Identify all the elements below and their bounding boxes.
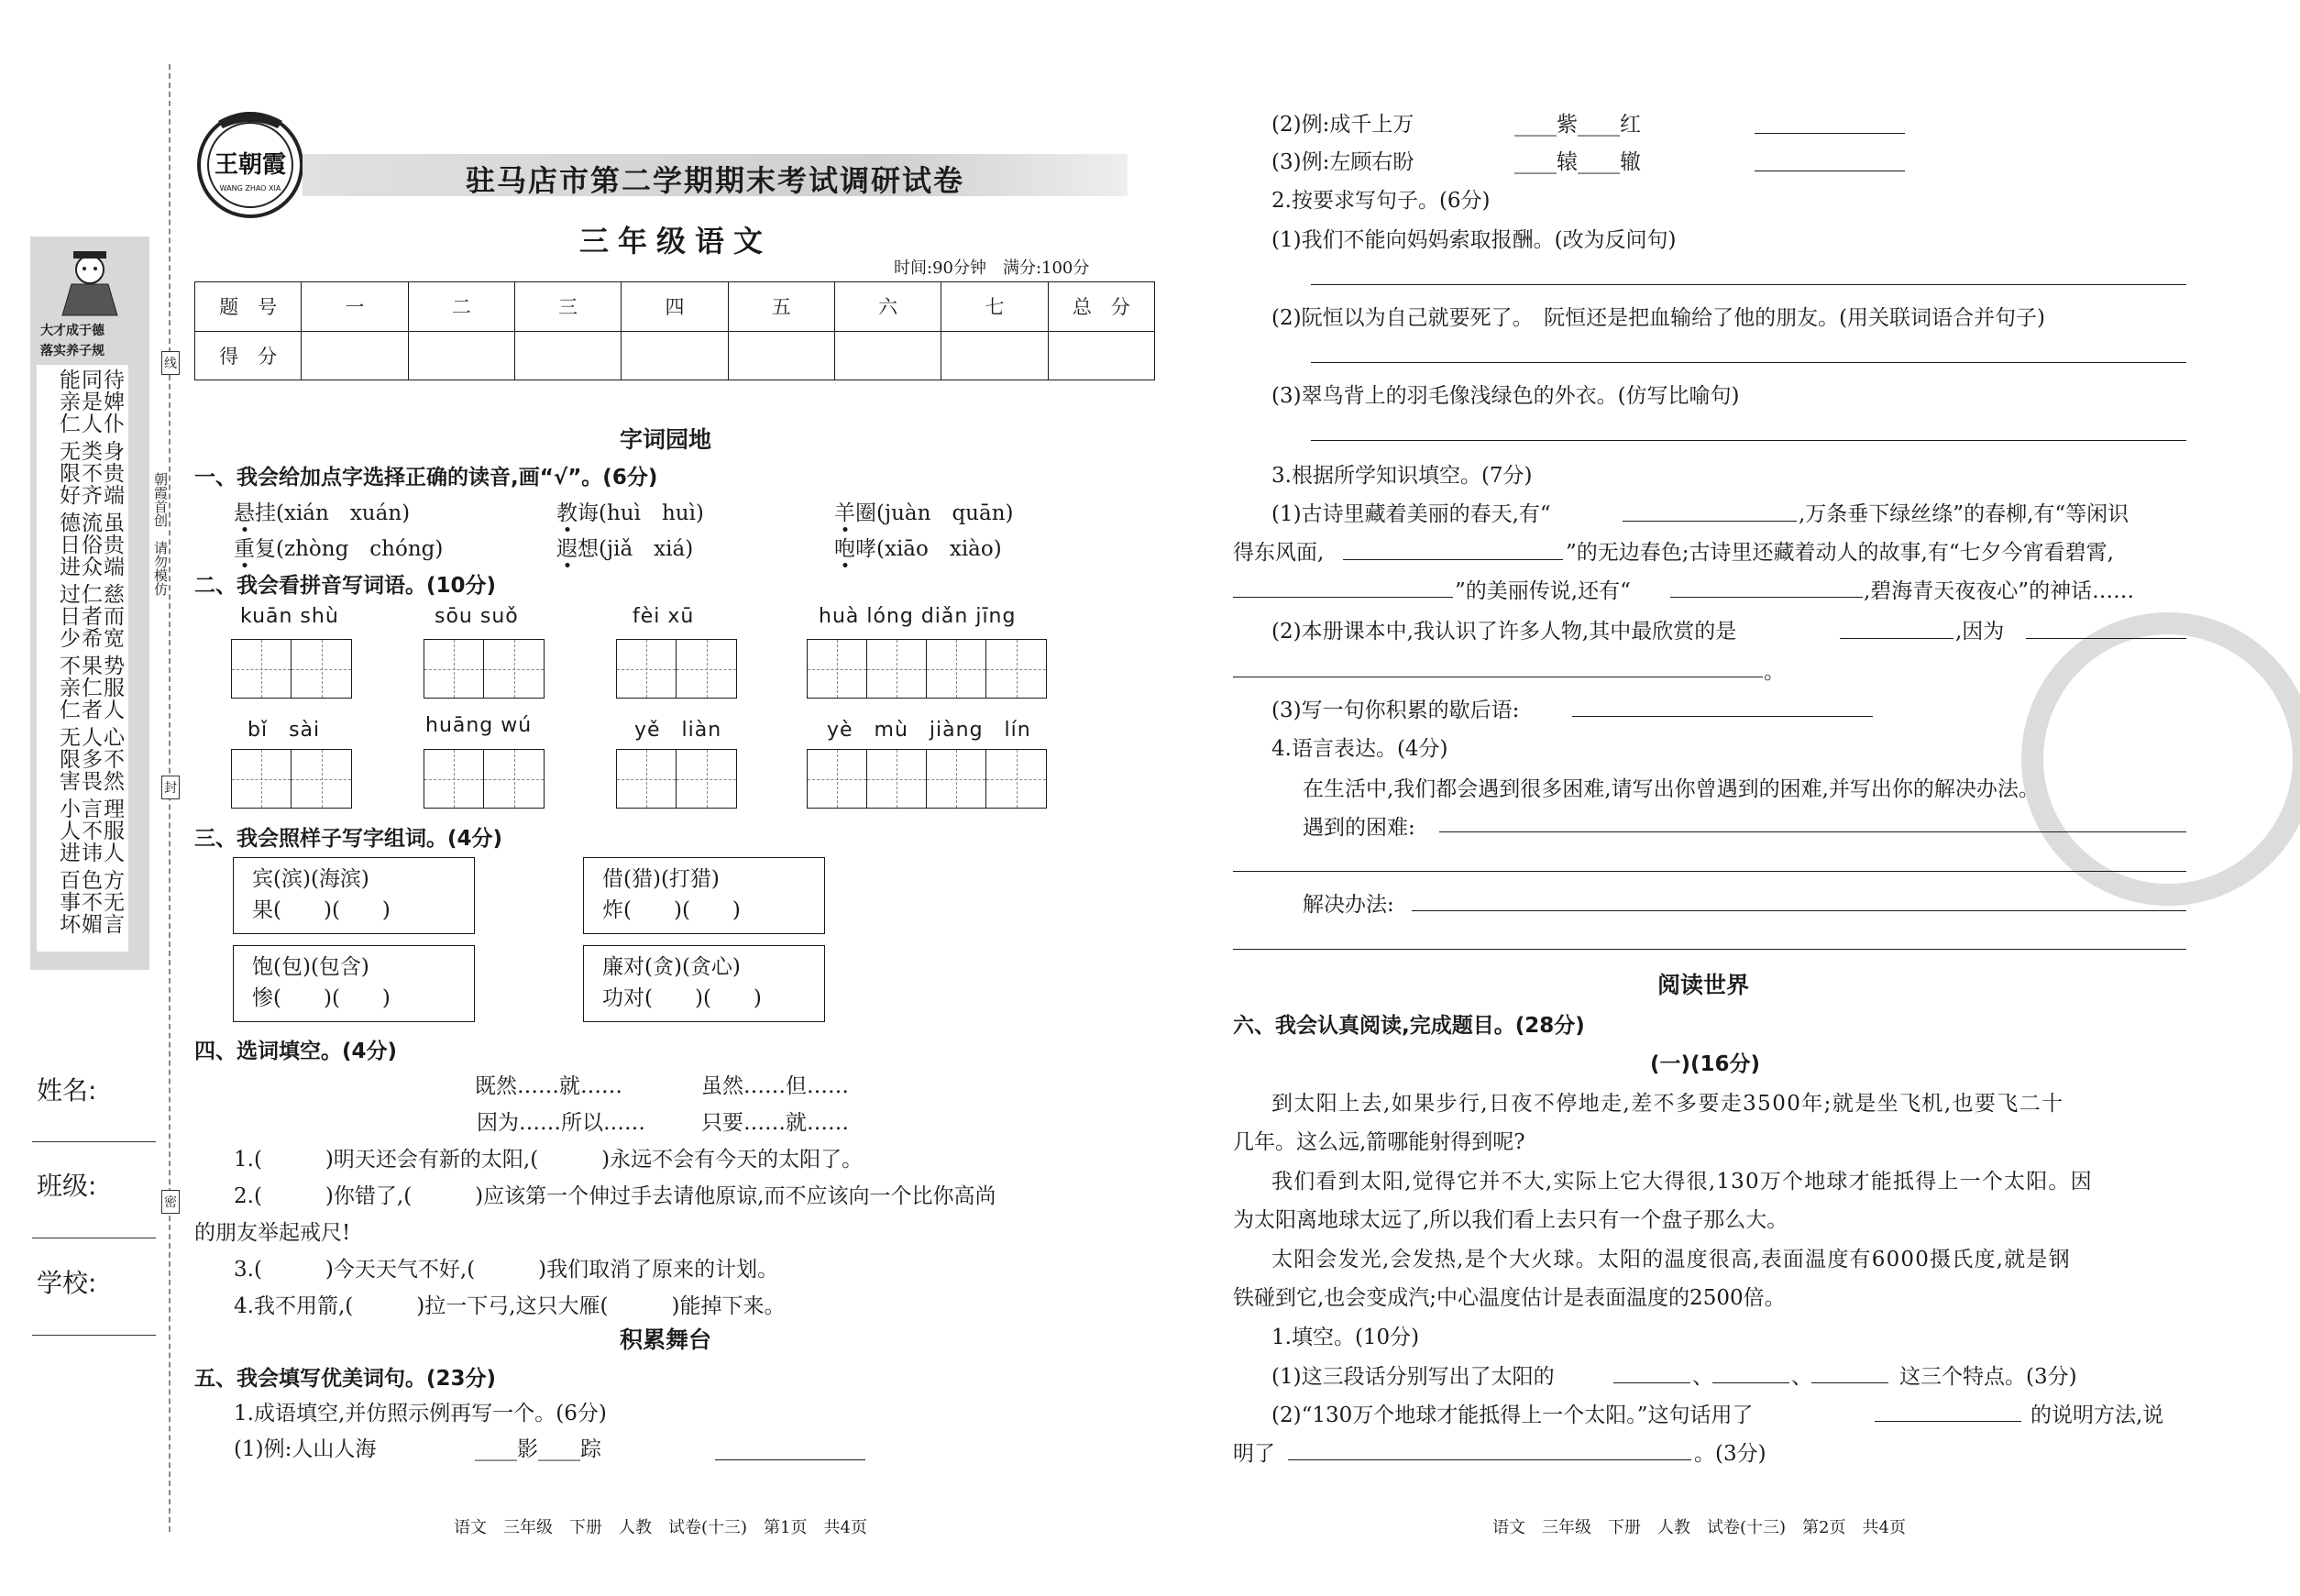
q5-sub: 3.根据所学知识填空。(7分) bbox=[1271, 464, 1533, 488]
reading-q: 。(3分) bbox=[1694, 1442, 1766, 1466]
time-info: 时间:90分钟 满分:100分 bbox=[894, 259, 1090, 278]
q4-title: 四、选词填空。(4分) bbox=[194, 1040, 398, 1063]
passage-line: 几年。这么远,箭哪能射得到呢? bbox=[1233, 1130, 1525, 1154]
proverb-text: 德日进 bbox=[56, 512, 80, 578]
passage-line: 为太阳离地球太远了,所以我们看上去只有一个盘子那么大。 bbox=[1233, 1208, 1788, 1232]
name-label: 姓名: bbox=[37, 1075, 97, 1106]
score-head: 三 bbox=[514, 282, 621, 332]
reading-q: 、 bbox=[1791, 1365, 1812, 1389]
box-example: 宾(滨)(海滨) bbox=[252, 867, 369, 891]
idiom-fill[interactable]: ____辕____辙 bbox=[1514, 150, 1641, 174]
proverb-text: 无限害 bbox=[56, 726, 80, 792]
sentence-task: (2)阮恒以为自己就要死了。 阮恒还是把血输给了他的朋友。(用关联词语合并句子) bbox=[1271, 306, 2046, 330]
q1-item[interactable] bbox=[234, 496, 410, 526]
fill-text: ”的美丽传说,还有“ bbox=[1455, 579, 1631, 603]
answer-line[interactable] bbox=[1311, 362, 2186, 363]
score-cell[interactable] bbox=[302, 331, 408, 380]
reading-q: 、 bbox=[1692, 1365, 1713, 1389]
writing-grid[interactable] bbox=[616, 749, 737, 809]
class-label: 班级: bbox=[37, 1171, 97, 1201]
proverb-text: 方无言 bbox=[100, 869, 124, 935]
fold-note: 朝霞首创 请勿模仿 bbox=[152, 472, 169, 596]
idiom-fill[interactable]: ____影____踪 bbox=[475, 1437, 601, 1461]
q4-item: 的朋友举起戒尺! bbox=[194, 1221, 351, 1245]
q4-item[interactable]: 2.( )你错了,( )应该第一个伸过手去请他原谅,而不应该向一个比你高尚 bbox=[234, 1184, 996, 1208]
proverb-text: 心不然 bbox=[100, 726, 124, 792]
answer-line[interactable] bbox=[1311, 284, 2186, 285]
reading-q: (2)“130万个地球才能抵得上一个太阳。”这句话用了 bbox=[1271, 1403, 1754, 1427]
difficulty-label: 遇到的困难: bbox=[1303, 816, 1415, 840]
answer-line[interactable] bbox=[2026, 638, 2186, 639]
fill-text: 。 bbox=[1764, 660, 1785, 684]
score-head: 七 bbox=[941, 282, 1048, 332]
fill-text: (1)古诗里藏着美丽的春天,有“ bbox=[1271, 502, 1551, 526]
proverb-text: 色不媚 bbox=[78, 869, 102, 935]
q4-item[interactable]: 1.( )明天还会有新的太阳,( )永远不会有今天的太阳了。 bbox=[234, 1148, 864, 1172]
score-head: 四 bbox=[622, 282, 728, 332]
proverb-text: 势服人 bbox=[100, 655, 124, 721]
fill-text: (3)写一句你积累的歇后语: bbox=[1271, 699, 1520, 722]
box-example: 廉对(贪)(贪心) bbox=[602, 955, 741, 979]
pinyin-label: huà lóng diǎn jīng bbox=[819, 605, 1017, 628]
proverb-text: 人多畏 bbox=[78, 726, 102, 792]
fold-char: 线 bbox=[161, 351, 180, 375]
writing-grid[interactable] bbox=[807, 749, 1047, 809]
sidebar-motto: 落实养子规 bbox=[40, 344, 105, 358]
proverb-text: 慈而宽 bbox=[100, 583, 124, 649]
score-head: 五 bbox=[728, 282, 834, 332]
answer-line[interactable] bbox=[1233, 949, 2186, 950]
score-head: 题 号 bbox=[195, 282, 302, 332]
q1-item-text: 诲(huì huì) bbox=[578, 501, 704, 525]
proverb-text: 同是人 bbox=[78, 369, 102, 435]
answer-line[interactable] bbox=[715, 1459, 865, 1460]
writing-grid[interactable] bbox=[424, 639, 545, 699]
proverb-text: 理服人 bbox=[100, 798, 124, 864]
q1-item-text: 复(zhòng chóng) bbox=[255, 537, 444, 561]
q4-option: 虽然……但…… bbox=[701, 1074, 849, 1098]
seal-watermark bbox=[2021, 612, 2300, 906]
q2-title: 二、我会看拼音写词语。(10分) bbox=[194, 574, 497, 598]
svg-text:WANG ZHAO XIA: WANG ZHAO XIA bbox=[219, 184, 281, 193]
fill-text: ”的无边春色;古诗里还藏着动人的故事,有“七夕今宵看碧霄, bbox=[1566, 541, 2114, 565]
footer-left: 语文 三年级 下册 人教 试卷(十三) 第1页 共4页 bbox=[454, 1518, 867, 1537]
sidebar-motto: 大才成于德 bbox=[40, 324, 105, 338]
score-head: 六 bbox=[834, 282, 941, 332]
section-heading: 字词园地 bbox=[620, 426, 712, 453]
score-cell[interactable] bbox=[514, 331, 621, 380]
box-example: 饱(包)(包含) bbox=[252, 955, 369, 979]
q4-option: 既然……就…… bbox=[475, 1074, 622, 1098]
passage-line: 我们看到太阳,觉得它并不大,实际上它大得很,130万个地球才能抵得上一个太阳。因 bbox=[1271, 1170, 2093, 1194]
writing-grid[interactable] bbox=[616, 639, 737, 699]
answer-line[interactable] bbox=[1412, 910, 2186, 911]
answer-line[interactable] bbox=[1840, 638, 1953, 639]
solution-label: 解决办法: bbox=[1303, 893, 1394, 917]
q1-item-text: 想(jiǎ xiá) bbox=[578, 537, 694, 561]
idiom-fill[interactable]: ____紫____红 bbox=[1514, 113, 1641, 137]
school-line bbox=[32, 1335, 156, 1336]
reading-q: 1.填空。(10分) bbox=[1271, 1326, 1420, 1349]
answer-line[interactable] bbox=[1811, 1382, 1888, 1383]
sentence-task: (1)我们不能向妈妈索取报酬。(改为反问句) bbox=[1271, 228, 1677, 252]
word-box[interactable] bbox=[233, 857, 475, 934]
answer-line[interactable] bbox=[1233, 597, 1453, 598]
dot-char: 教 bbox=[556, 501, 578, 525]
pinyin-label: yě liàn bbox=[634, 719, 722, 742]
pinyin-label: sōu suǒ bbox=[435, 605, 519, 628]
logo bbox=[191, 103, 310, 222]
reading-part: (一)(16分) bbox=[1650, 1052, 1761, 1076]
reading-q: (1)这三段话分别写出了太阳的 bbox=[1271, 1365, 1555, 1389]
box-task: 炸( )( ) bbox=[602, 898, 741, 922]
mascot-icon bbox=[53, 244, 127, 319]
q1-item[interactable] bbox=[556, 496, 704, 526]
q5-sub: 4.语言表达。(4分) bbox=[1271, 737, 1448, 761]
passage-line: 到太阳上去,如果步行,日夜不停地走,差不多要走3500年;就是坐飞机,也要飞二十 bbox=[1271, 1092, 2064, 1116]
score-cell[interactable] bbox=[408, 331, 514, 380]
section-heading: 积累舞台 bbox=[620, 1326, 712, 1353]
proverb-text: 能亲仁 bbox=[56, 369, 80, 435]
answer-line[interactable] bbox=[1439, 831, 2186, 832]
exam-subtitle: 三年级语文 bbox=[578, 224, 772, 259]
exam-title: 驻马店市第二学期期末考试调研试卷 bbox=[465, 163, 964, 198]
score-cell[interactable] bbox=[728, 331, 834, 380]
proverb-text: 身贵端 bbox=[100, 440, 124, 506]
proverb-text: 待婢仆 bbox=[100, 369, 124, 435]
score-cell[interactable] bbox=[834, 331, 941, 380]
passage-line: 铁碰到它,也会变成汽;中心温度估计是表面温度的2500倍。 bbox=[1233, 1286, 1786, 1310]
box-task: 果( )( ) bbox=[252, 898, 391, 922]
q5-sub: 1.成语填空,并仿照示例再写一个。(6分) bbox=[234, 1402, 607, 1425]
answer-line[interactable] bbox=[1712, 1382, 1789, 1383]
answer-line[interactable] bbox=[1613, 1382, 1690, 1383]
proverb-text: 仁者希 bbox=[78, 583, 102, 649]
fill-text: ,因为 bbox=[1955, 620, 2005, 644]
proverb-text: 果仁者 bbox=[78, 655, 102, 721]
reading-q: 明了 bbox=[1233, 1442, 1275, 1466]
score-head: 二 bbox=[408, 282, 514, 332]
fill-text: ,万条垂下绿丝绦”的春柳,有“等闲识 bbox=[1799, 502, 2129, 526]
box-example: 借(猎)(打猎) bbox=[602, 867, 720, 891]
writing-grid[interactable] bbox=[424, 749, 545, 809]
proverb-text: 小人进 bbox=[56, 798, 80, 864]
box-task: 功对( )( ) bbox=[602, 986, 762, 1010]
answer-line[interactable] bbox=[1670, 597, 1863, 598]
q1-item[interactable] bbox=[834, 532, 1002, 562]
idiom-example: (2)例:成千上万 bbox=[1271, 113, 1414, 137]
q1-item[interactable] bbox=[556, 532, 693, 562]
q4-item[interactable]: 4.我不用箭,( )拉一下弓,这只大雁( )能掉下来。 bbox=[234, 1294, 786, 1318]
fill-text: ,碧海青天夜夜心”的神话…… bbox=[1864, 579, 2135, 603]
writing-grid[interactable] bbox=[807, 639, 1047, 699]
pinyin-label: fèi xū bbox=[633, 605, 695, 628]
answer-line[interactable] bbox=[1755, 133, 1905, 134]
idiom-example: (3)例:左顾右盼 bbox=[1271, 150, 1414, 174]
score-row-label: 得 分 bbox=[195, 331, 302, 380]
q3-title: 三、我会照样子写字组词。(4分) bbox=[194, 827, 503, 851]
pinyin-label: huāng wú bbox=[425, 714, 533, 737]
score-head: 一 bbox=[302, 282, 408, 332]
pinyin-label: bǐ sài bbox=[248, 719, 321, 742]
proverb-text: 无限好 bbox=[56, 440, 80, 506]
q4-item[interactable]: 3.( )今天天气不好,( )我们取消了原来的计划。 bbox=[234, 1258, 779, 1282]
answer-line[interactable] bbox=[1572, 716, 1873, 717]
proverb-text: 言不讳 bbox=[78, 798, 102, 864]
answer-line[interactable] bbox=[1875, 1421, 2021, 1422]
q1-item[interactable] bbox=[234, 532, 443, 562]
reading-q: 的说明方法,说 bbox=[2030, 1403, 2164, 1427]
passage-line: 太阳会发光,会发热,是个大火球。太阳的温度很高,表面温度有6000摄氏度,就是钢 bbox=[1271, 1248, 2071, 1271]
fill-text: 得东风面, bbox=[1233, 541, 1325, 565]
writing-grid[interactable] bbox=[231, 639, 352, 699]
expression-prompt: 在生活中,我们都会遇到很多困难,请写出你曾遇到的困难,并写出你的解决办法。 bbox=[1303, 777, 2040, 801]
answer-line[interactable] bbox=[1233, 871, 2186, 872]
proverb-text: 流俗众 bbox=[78, 512, 102, 578]
proverb-text: 不亲仁 bbox=[56, 655, 80, 721]
sentence-task: (3)翠鸟背上的羽毛像浅绿色的外衣。(仿写比喻句) bbox=[1271, 384, 1740, 408]
proverb-text: 过日少 bbox=[56, 583, 80, 649]
score-cell[interactable] bbox=[941, 331, 1048, 380]
q4-option: 因为……所以…… bbox=[477, 1111, 645, 1135]
dot-char: 咆 bbox=[834, 537, 855, 561]
q1-item-text: 挂(xián xuán) bbox=[255, 501, 411, 525]
pinyin-label: kuān shù bbox=[240, 605, 339, 628]
word-box[interactable] bbox=[583, 945, 825, 1022]
word-box[interactable] bbox=[583, 857, 825, 934]
fold-char: 封 bbox=[161, 776, 180, 799]
q1-title: 一、我会给加点字选择正确的读音,画“√”。(6分) bbox=[194, 466, 658, 490]
score-cell[interactable] bbox=[1048, 331, 1154, 380]
svg-text:王朝霞: 王朝霞 bbox=[214, 151, 287, 179]
dot-char: 羊 bbox=[834, 501, 855, 525]
q5-title: 五、我会填写优美词句。(23分) bbox=[194, 1367, 497, 1391]
writing-grid[interactable] bbox=[231, 749, 352, 809]
q5-sub: 2.按要求写句子。(6分) bbox=[1271, 189, 1491, 213]
reading-q: 这三个特点。(3分) bbox=[1899, 1365, 2077, 1389]
pinyin-label: yè mù jiàng lín bbox=[827, 719, 1031, 742]
q1-item[interactable] bbox=[834, 496, 1013, 526]
q6-title: 六、我会认真阅读,完成题目。(28分) bbox=[1233, 1014, 1585, 1038]
footer-right: 语文 三年级 下册 人教 试卷(十三) 第2页 共4页 bbox=[1492, 1518, 1906, 1537]
box-task: 惨( )( ) bbox=[252, 986, 391, 1010]
proverb-text: 类不齐 bbox=[78, 440, 102, 506]
proverb-text: 虽贵端 bbox=[100, 512, 124, 578]
score-head: 总 分 bbox=[1048, 282, 1154, 332]
dot-char: 悬 bbox=[234, 501, 255, 525]
answer-line[interactable] bbox=[1623, 521, 1797, 522]
fold-char: 密 bbox=[161, 1190, 180, 1214]
dot-char: 遐 bbox=[556, 537, 578, 561]
fill-text: (2)本册课本中,我认识了许多人物,其中最欣赏的是 bbox=[1271, 620, 1737, 644]
q1-item-text: 圈(juàn quān) bbox=[855, 501, 1014, 525]
name-line bbox=[32, 1141, 156, 1142]
answer-line[interactable] bbox=[1311, 440, 2186, 441]
dot-char: 重 bbox=[234, 537, 255, 561]
answer-line[interactable] bbox=[1288, 1459, 1691, 1460]
q4-option: 只要……就…… bbox=[701, 1111, 849, 1135]
score-cell[interactable] bbox=[622, 331, 728, 380]
q1-item-text: 哮(xiāo xiào) bbox=[855, 537, 1002, 561]
idiom-example: (1)例:人山人海 bbox=[234, 1437, 377, 1461]
answer-line[interactable] bbox=[1343, 559, 1563, 560]
school-label: 学校: bbox=[37, 1268, 97, 1298]
section-heading: 阅读世界 bbox=[1657, 972, 1750, 998]
proverb-text: 百事坏 bbox=[56, 869, 80, 935]
score-table bbox=[194, 281, 1155, 380]
word-box[interactable] bbox=[233, 945, 475, 1022]
